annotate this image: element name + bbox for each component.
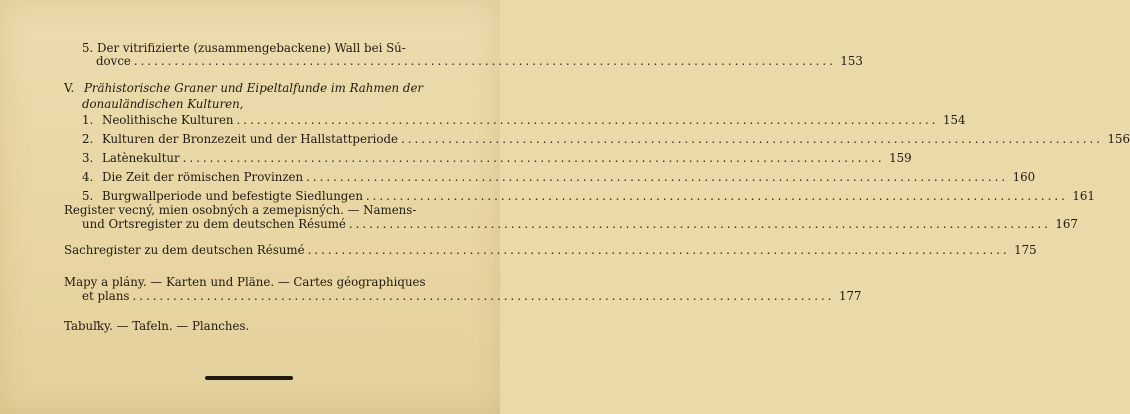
item-label: Die Zeit der römischen Provinzen [102, 170, 304, 184]
dot-leader: ........................................................................................................ [365, 189, 1068, 203]
register-entry-line1: Register vecný, mien osobných a zemepisných. — Namens- [64, 203, 417, 217]
item-label: Latènekultur [102, 151, 180, 165]
toc-entry-text: dovce [96, 54, 131, 68]
toc-item [82, 111, 966, 130]
maps-entry-line1: Mapy a plány. — Karten und Pläne. — Cartes géographiques [64, 275, 426, 289]
toc-entry-wall-line1: 5. Der vitrifizierte (zusammengebackene) Wall bei Sú- [82, 41, 406, 55]
dot-leader: ........................................................................................................ [236, 113, 939, 127]
dot-leader: ........................................................................................................ [307, 243, 1010, 257]
section-v-heading-line1 [64, 80, 423, 96]
register-entry-line2 [82, 215, 1078, 234]
page-number: 156 [1107, 132, 1130, 146]
dot-leader: ........................................................................................................ [132, 289, 835, 303]
item-number: 5. [82, 189, 94, 203]
dot-leader: ........................................................................................................ [401, 132, 1103, 146]
page-number: 161 [1072, 189, 1095, 203]
toc-entry-text: et plans [82, 289, 130, 303]
toc-item [82, 149, 912, 168]
item-number: 4. [82, 170, 94, 184]
page-number: 175 [1014, 243, 1037, 257]
page-number: 159 [889, 151, 912, 165]
dot-leader: ........................................................................................................ [182, 151, 885, 165]
toc-item [82, 168, 1036, 187]
item-label: Kulturen der Bronzezeit und der Hallstattperiode [102, 132, 398, 146]
item-number: 1. [82, 113, 94, 127]
item-number: 2. [82, 132, 94, 146]
page-number: 177 [838, 289, 862, 303]
dot-leader: ........................................................................................................ [133, 54, 836, 68]
page-number: 153 [840, 54, 863, 68]
section-v-items [82, 111, 1130, 206]
item-label: Neolithische Kulturen [102, 113, 234, 127]
page-number: 167 [1055, 217, 1078, 231]
toc-entry-wall-line2 [96, 52, 863, 71]
item-label: Burgwallperiode und befestigte Siedlungen [102, 189, 363, 203]
toc-entry-text: und Ortsregister zu dem deutschen Résumé [82, 217, 346, 231]
maps-entry-line2 [82, 287, 862, 306]
dot-leader: ........................................................................................................ [348, 217, 1051, 231]
tables-entry: Tabuľky. — Tafeln. — Planches. [64, 319, 250, 333]
decorative-rule [205, 376, 293, 380]
toc-entry-text: Sachregister zu dem deutschen Résumé [64, 243, 305, 257]
sachregister-entry [64, 241, 1037, 260]
section-roman-numeral: V. [64, 81, 75, 95]
item-number: 3. [82, 151, 94, 165]
page-number: 154 [943, 113, 966, 127]
section-v-heading-line2: donauländischen Kulturen, [82, 97, 244, 111]
section-title: Prähistorische Graner und Eipeltalfunde im Rahmen der [83, 81, 424, 95]
toc-item [82, 130, 1130, 149]
dot-leader: ........................................................................................................ [306, 170, 1009, 184]
page-number: 160 [1012, 170, 1036, 184]
